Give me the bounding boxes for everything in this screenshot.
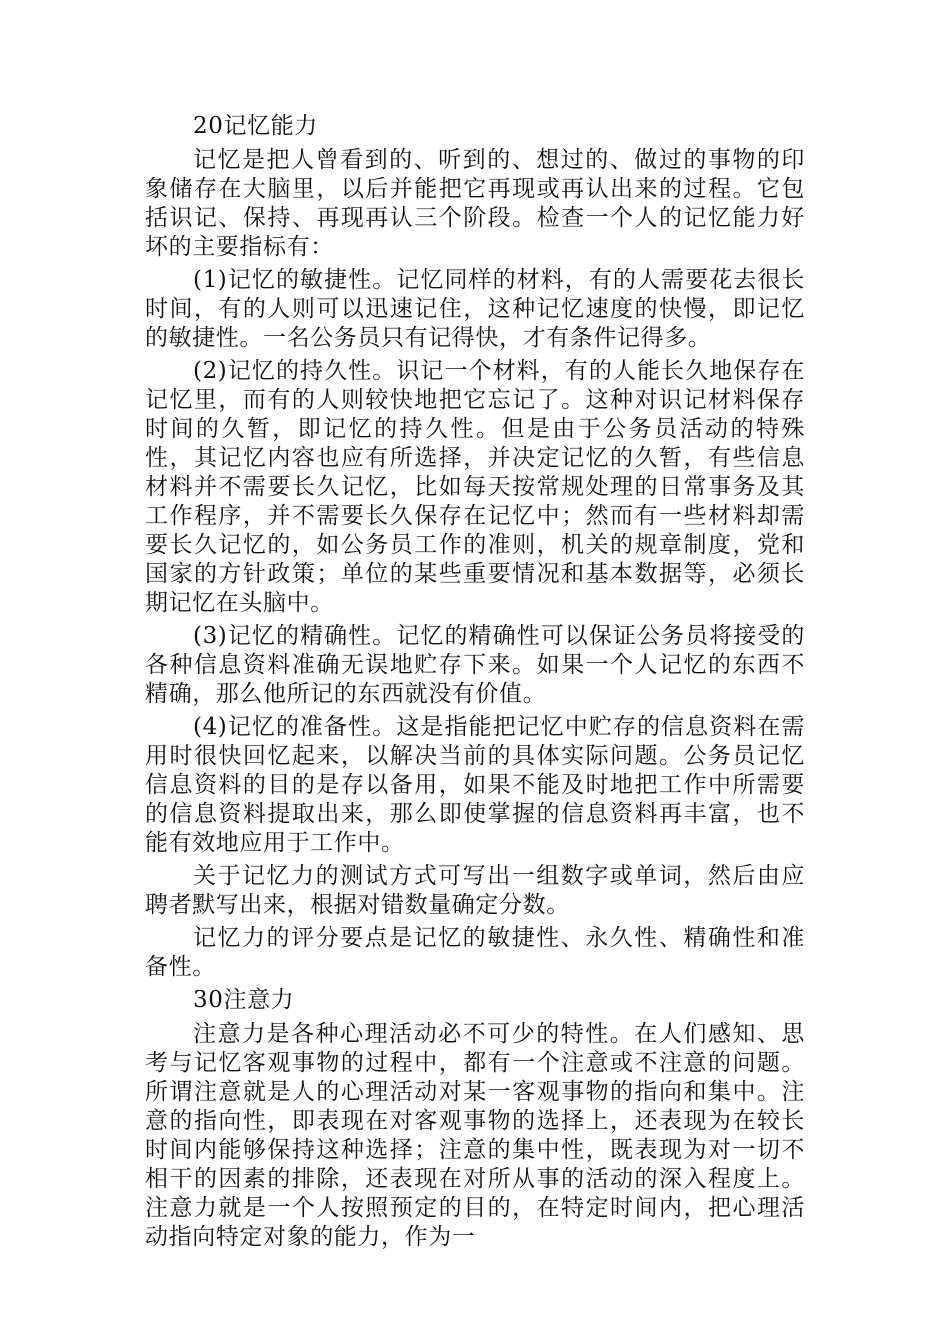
- section-heading-memory: 20记忆能力: [193, 113, 318, 139]
- paragraph-memory-test: 关于记忆力的测试方式可写出一组数字或单词，然后由应聘者默写出来，根据对错数量确定分数。: [145, 863, 805, 918]
- paragraph-memory-accuracy: (3)记忆的精确性。记忆的精确性可以保证公务员将接受的各种信息资料准确无误地贮存下来。如果一个人记忆的东西不精确，那么他所记的东西就没有价值。: [145, 623, 805, 707]
- paragraph-memory-intro: 记忆是把人曾看到的、听到的、想过的、做过的事物的印象储存在大脑里，以后并能把它再现或再认出来的过程。它包括识记、保持、再现再认三个阶段。检查一个人的记忆能力好坏的主要指标有：: [145, 147, 805, 260]
- document-page: [145, 112, 805, 1256]
- section-heading-attention: 30注意力: [193, 987, 295, 1013]
- paragraph-attention-intro: 注意力是各种心理活动必不可少的特性。在人们感知、思考与记忆客观事物的过程中，都有一个注意或不注意的问题。所谓注意就是人的心理活动对某一客观事物的指向和集中。注意的指向性，即表现在对客观事物的选择上，还表现为在较长时间内能够保持这种选择；注意的集中性，既表现为对一切不相干的因素的排除，还表现在对所从事的活动的深入程度上。注意力就是一个人按照预定的目的，在特定时间内，把心理活动指向特定对象的能力，作为一: [145, 1021, 805, 1250]
- paragraph-memory-readiness: (4)记忆的准备性。这是指能把记忆中贮存的信息资料在需用时很快回忆起来，以解决当前的具体实际问题。公务员记忆信息资料的目的是存以备用，如果不能及时地把工作中所需要的信息资料提取出来，那么即使掌握的信息资料再丰富，也不能有效地应用于工作中。: [145, 714, 805, 856]
- paragraph-memory-scoring: 记忆力的评分要点是记忆的敏捷性、永久性、精确性和准备性。: [145, 925, 805, 980]
- paragraph-memory-agility: (1)记忆的敏捷性。记忆同样的材料，有的人需要花去很长时间，有的人则可以迅速记住，这种记忆速度的快慢，即记忆的敏捷性。一名公务员只有记得快，才有条件记得多。: [145, 267, 805, 351]
- paragraph-memory-persistence: (2)记忆的持久性。识记一个材料，有的人能长久地保存在记忆里，而有的人则较快地把它忘记了。这种对识记材料保存时间的久暂，即记忆的持久性。但是由于公务员活动的特殊性，其记忆内容也应有所选择，并决定记忆的久暂，有些信息材料并不需要长久记忆，比如每天按常规处理的日常事务及其工作程序，并不需要长久保存在记忆中；然而有一些材料却需要长久记忆的，如公务员工作的准则，机关的规章制度，党和国家的方针政策；单位的某些重要情况和基本数据等，必须长期记忆在头脑中。: [145, 358, 805, 616]
